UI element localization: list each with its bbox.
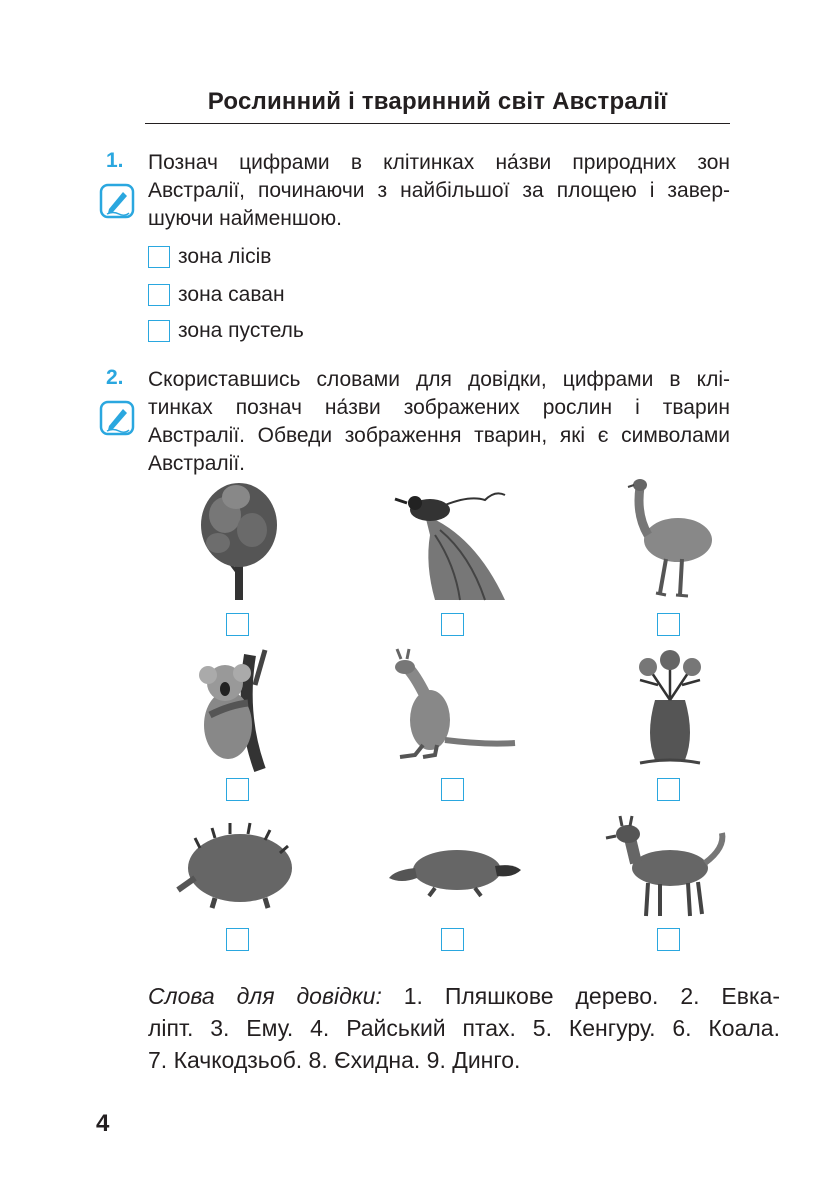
pencil-write-icon — [99, 400, 135, 436]
zone-option — [148, 281, 285, 309]
reference-line-3: 7. Качкодзьоб. 8. Єхидна. 9. Динго. — [148, 1047, 521, 1073]
eucalyptus-tree-illustration[interactable] — [170, 475, 310, 605]
title-underline — [145, 123, 730, 124]
pencil-write-icon — [99, 183, 135, 219]
answer-box[interactable] — [441, 613, 464, 636]
task-1-text — [148, 149, 730, 233]
bottle-tree-illustration[interactable] — [600, 645, 740, 775]
reference-words — [148, 980, 780, 1076]
answer-box[interactable] — [657, 613, 680, 636]
platypus-illustration[interactable] — [385, 808, 525, 938]
zone-option-label: зона саван — [178, 283, 285, 306]
answer-box[interactable] — [226, 928, 249, 951]
task-1-line-2: Австралії, починаючи з найбільшої за площею і завер- — [148, 179, 730, 202]
reference-line-2: ліпт. 3. Ему. 4. Райський птах. 5. Кенгуру. 6. Коала. — [148, 1015, 780, 1041]
task-2-number: 2. — [106, 366, 124, 389]
zone-option-label: зона лісів — [178, 245, 272, 268]
task-1-line-3: шуючи найменшою. — [148, 207, 342, 230]
zone-option-label: зона пустель — [178, 319, 304, 342]
kangaroo-illustration[interactable] — [385, 645, 525, 775]
answer-box[interactable] — [657, 928, 680, 951]
task-2-line-4: Австралії. — [148, 452, 245, 475]
task-1-number: 1. — [106, 149, 124, 172]
answer-box[interactable] — [441, 928, 464, 951]
answer-box[interactable] — [226, 778, 249, 801]
emu-illustration[interactable] — [600, 475, 740, 605]
answer-box[interactable] — [226, 613, 249, 636]
zone-forest-checkbox[interactable] — [148, 246, 170, 268]
answer-box[interactable] — [441, 778, 464, 801]
task-2-line-3: Австралії. Обведи зображення тварин, які є символами — [148, 424, 730, 447]
task-2-line-2: тинках познач на́зви зображених рослин і тварин — [148, 396, 730, 419]
page-number: 4 — [96, 1110, 110, 1137]
bird-of-paradise-illustration[interactable] — [385, 475, 525, 605]
answer-box[interactable] — [657, 778, 680, 801]
zone-option — [148, 243, 271, 271]
reference-line-1-text: 1. Пляшкове дерево. 2. Евка- — [381, 983, 780, 1009]
zone-savanna-checkbox[interactable] — [148, 284, 170, 306]
task-1-line-1: Познач цифрами в клітинках на́зви природних зон — [148, 151, 730, 174]
zone-option — [148, 317, 304, 345]
page-title: Рослинний і тваринний світ Австралії — [207, 88, 668, 115]
dingo-illustration[interactable] — [600, 808, 740, 938]
reference-line-1 — [148, 980, 780, 1012]
echidna-illustration[interactable] — [170, 808, 310, 938]
task-2-text — [148, 366, 730, 478]
koala-illustration[interactable] — [170, 645, 310, 775]
reference-label: Слова для довідки: — [148, 983, 382, 1009]
zone-desert-checkbox[interactable] — [148, 320, 170, 342]
task-2-line-1: Скориставшись словами для довідки, цифрами в клі- — [148, 368, 730, 391]
